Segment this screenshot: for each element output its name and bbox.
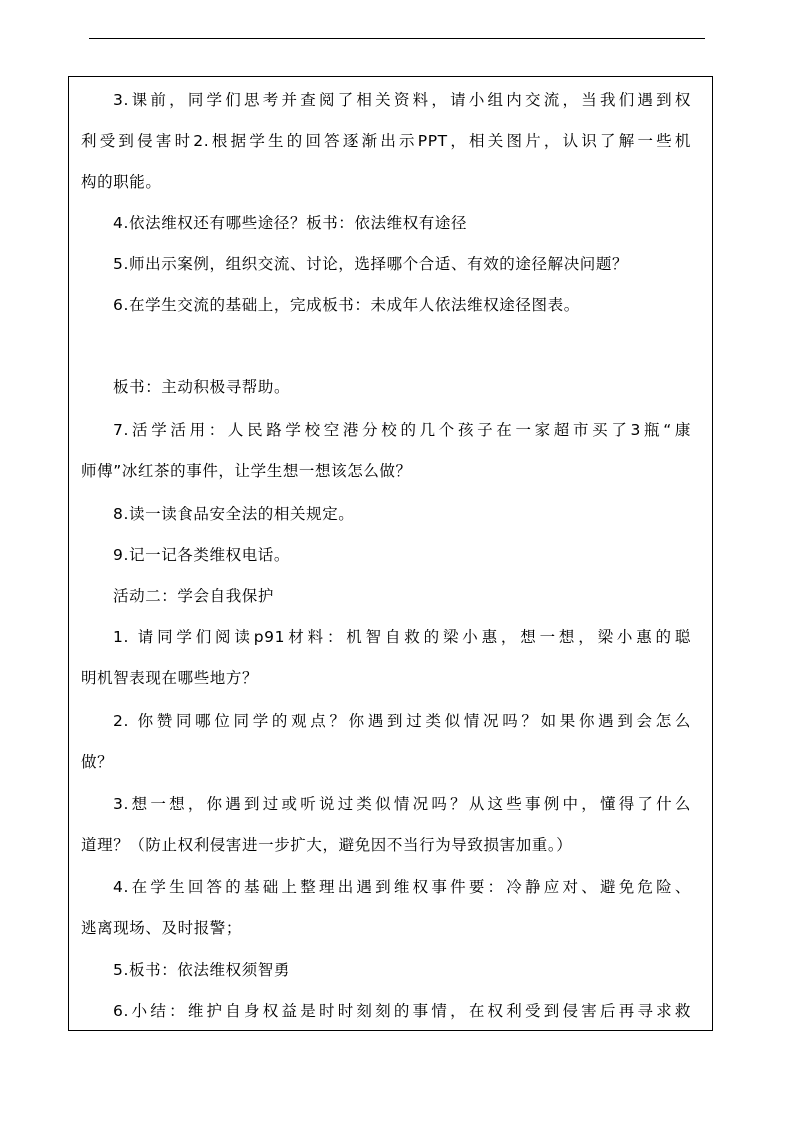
paragraph-line: 2. 你赞同哪位同学的观点？你遇到过类似情况吗？如果你遇到会怎么 [113, 712, 691, 730]
paragraph-line: 7.活学活用：人民路学校空港分校的几个孩子在一家超市买了3瓶“康 [113, 421, 691, 439]
paragraph-line: 做？ [81, 753, 114, 771]
paragraph-line: 3.想一想，你遇到过或听说过类似情况吗？从这些事例中，懂得了什么 [113, 795, 691, 813]
paragraph-line: 8.读一读食品安全法的相关规定。 [113, 505, 355, 523]
paragraph-line: 4.依法维权还有哪些途径？板书：依法维权有途径 [113, 214, 468, 232]
paragraph-line: 5.板书：依法维权须智勇 [113, 961, 290, 979]
paragraph-line: 9.记一记各类维权电话。 [113, 546, 290, 564]
section-heading: 活动二：学会自我保护 [113, 587, 275, 605]
paragraph-line: 道理？（防止权利侵害进一步扩大，避免因不当行为导致损害加重。） [81, 836, 573, 854]
paragraph-line: 5.师出示案例，组织交流、讨论，选择哪个合适、有效的途径解决问题？ [113, 255, 629, 273]
paragraph-line: 3.课前，同学们思考并查阅了相关资料，请小组内交流，当我们遇到权 [113, 91, 691, 109]
paragraph-line: 6.在学生交流的基础上，完成板书：未成年人依法维权途径图表。 [113, 296, 580, 314]
paragraph-line: 明机智表现在哪些地方？ [81, 669, 259, 687]
document-table-cell [68, 76, 713, 1031]
paragraph-line: 利受到侵害时2.根据学生的回答逐渐出示PPT，相关图片，认识了解一些机 [81, 132, 691, 150]
paragraph-line: 板书：主动积极寻帮助。 [113, 378, 291, 396]
paragraph-line: 1. 请同学们阅读p91材料：机智自救的梁小惠，想一想，梁小惠的聪 [113, 628, 691, 646]
paragraph-line: 逃离现场、及时报警； [81, 919, 243, 937]
paragraph-line: 4.在学生回答的基础上整理出遇到维权事件要：冷静应对、避免危险、 [113, 878, 691, 896]
paragraph-line: 构的职能。 [81, 173, 162, 191]
header-rule [89, 38, 705, 39]
paragraph-line: 师傅”冰红茶的事件，让学生想一想该怎么做？ [81, 462, 412, 480]
paragraph-line: 6.小结：维护自身权益是时时刻刻的事情，在权利受到侵害后再寻求救 [113, 1002, 691, 1020]
